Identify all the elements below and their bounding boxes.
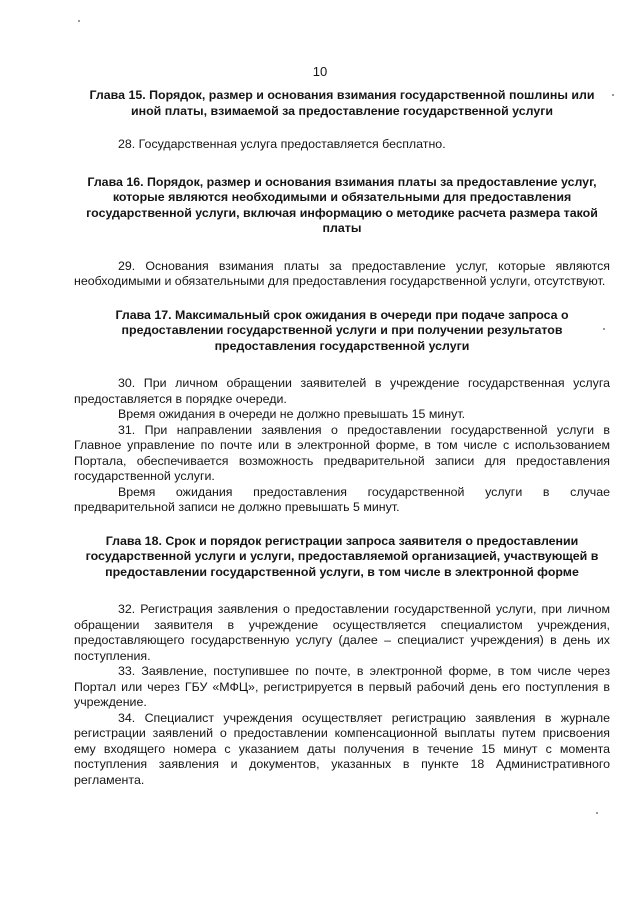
chapter-18-heading: Глава 18. Срок и порядок регистрации запроса заявителя о предоставлении государственной услуги и услуги, предоставляемой организацией, участвующей в предоставлении государственной услуги, в том числе в электронной форме [85, 533, 599, 579]
scan-speck [612, 94, 614, 96]
paragraph-30-wait-time: Время ожидания в очереди не должно превышать 15 минут. [118, 407, 466, 421]
paragraph-31-wait-time: Время ожидания предоставления государственной услуги в случае предварительной записи не должно превышать 5 минут. [74, 484, 610, 514]
paragraph-30: 30. При личном обращении заявителей в учреждение государственная услуга предоставляется в порядке очереди. [74, 376, 610, 406]
chapter-15-heading: Глава 15. Порядок, размер и основания взимания государственной пошлины или иной платы, взимаемой за предоставление государственной услуги [89, 88, 595, 118]
paragraph-29: 29. Основания взимания платы за предоставление услуг, которые являются необходимыми и обязательными для предоставления государственной услуги, отсутствуют. [74, 258, 610, 288]
scan-speck [596, 812, 598, 814]
paragraph-34: 34. Специалист учреждения осуществляет регистрацию заявления в журнале регистрации заявлений о предоставлении компенсационной выплаты путем присвоения ему входящего номера с указанием даты получения в течение 15 минут с момента поступления заявления и документов, указанных в пункте 18 Административного регламента. [74, 710, 610, 787]
page-number: 10 [312, 64, 328, 79]
paragraph-28: 28. Государственная услуга предоставляется бесплатно. [118, 137, 446, 151]
document-body [74, 88, 610, 788]
paragraph-33: 33. Заявление, поступившее по почте, в электронной форме, в том числе через Портал или через ГБУ «МФЦ», регистрируется в первый рабочий день его поступления в учреждение. [74, 664, 610, 709]
chapter-16-heading: Глава 16. Порядок, размер и основания взимания платы за предоставление услуг, которые являются необходимыми и обязательными для предоставления государственной услуги, включая информацию о методике расчета размера такой платы [86, 174, 598, 235]
chapter-17-heading: Глава 17. Максимальный срок ожидания в очереди при подаче запроса о предоставлении государственной услуги и при получении результатов предоставления государственной услуги [115, 307, 569, 353]
scan-speck [78, 20, 80, 22]
paragraph-32: 32. Регистрация заявления о предоставлении государственной услуги, при личном обращении заявителя в учреждение осуществляется специалистом учреждения, предоставляющего государственную услугу (далее – специалист учреждения) в день их поступления. [74, 602, 610, 663]
paragraph-31: 31. При направлении заявления о предоставлении государственной услуги в Главное управление по почте или в электронной форме, в том числе с использованием Портала, обеспечивается возможность предварительной записи для предоставления государственной услуги. [74, 422, 610, 483]
